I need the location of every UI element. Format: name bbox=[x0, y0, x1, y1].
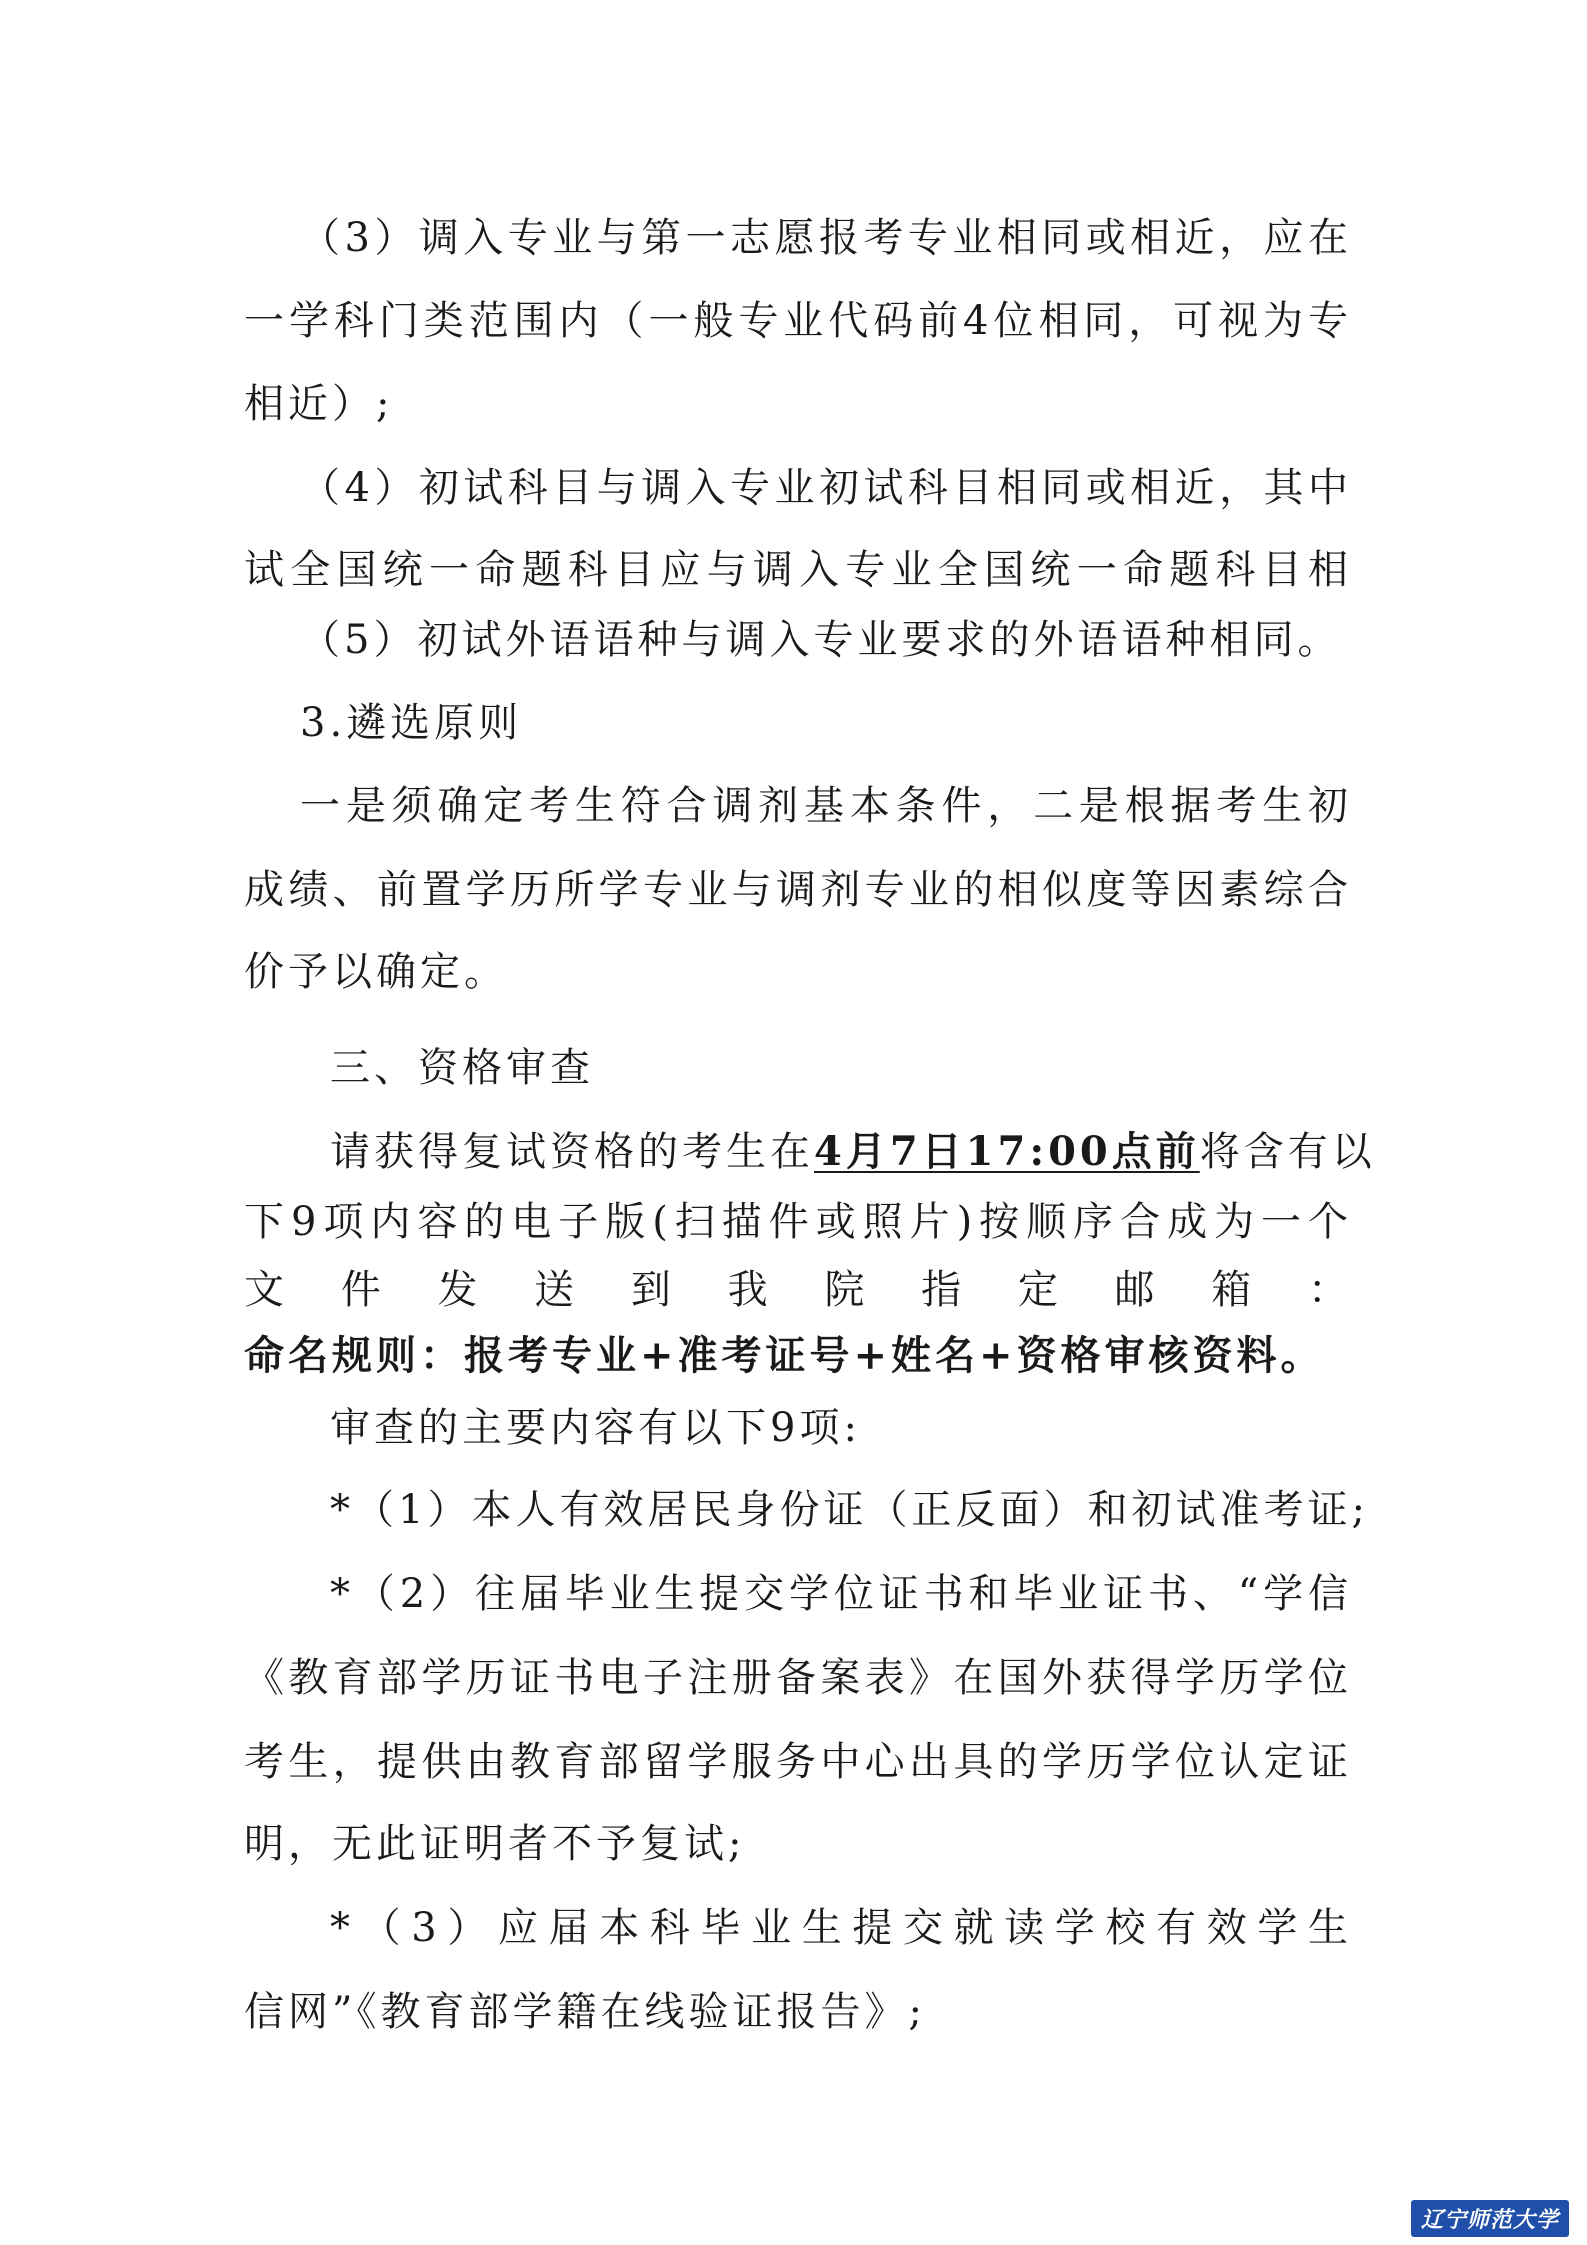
paragraph-line: （5）初试外语语种与调入专业要求的外语语种相同。 bbox=[300, 617, 1342, 663]
paragraph-line: 相近）; bbox=[244, 381, 394, 427]
list-item: *（1）本人有效居民身份证（正反面）和初试准考证; bbox=[330, 1487, 1369, 1533]
paragraph-line bbox=[330, 1124, 1376, 1180]
paragraph-line: 价予以确定。 bbox=[244, 949, 508, 995]
text-span: 将含有以 bbox=[1199, 1129, 1376, 1175]
naming-rule-line: 命名规则：报考专业+准考证号+姓名+资格审核资料。 bbox=[244, 1332, 1325, 1379]
section-heading: 三、资格审查 bbox=[330, 1045, 594, 1091]
list-item: *（2）往届毕业生提交学位证书和毕业证书、“学信 bbox=[330, 1571, 1352, 1617]
paragraph-line: 成绩、前置学历所学专业与调剂专业的相似度等因素综合 bbox=[244, 867, 1352, 913]
deadline-highlight: 4月7日17:00点前 bbox=[814, 1128, 1200, 1175]
paragraph-line: （4）初试科目与调入专业初试科目相同或相近，其中 bbox=[300, 465, 1352, 511]
email-line: 文件发送到我院指定邮箱： bbox=[244, 1267, 1352, 1313]
text-span: 请获得复试资格的考生在 bbox=[330, 1129, 814, 1175]
section-subheading: 3.遴选原则 bbox=[300, 700, 523, 746]
paragraph-line: 一是须确定考生符合调剂基本条件，二是根据考生初 bbox=[300, 783, 1352, 829]
paragraph-line: 审查的主要内容有以下9项: bbox=[330, 1405, 861, 1451]
paragraph-line: 试全国统一命题科目应与调入专业全国统一命题科目相 bbox=[244, 547, 1352, 593]
paragraph-line: 《教育部学历证书电子注册备案表》在国外获得学历学位 bbox=[244, 1655, 1352, 1701]
paragraph-line: （3）调入专业与第一志愿报考专业相同或相近，应在 bbox=[300, 215, 1352, 261]
paragraph-line: 一学科门类范围内（一般专业代码前4位相同，可视为专 bbox=[244, 298, 1352, 344]
paragraph-line: 信网”《教育部学籍在线验证报告》; bbox=[244, 1989, 926, 2035]
paragraph-line: 考生，提供由教育部留学服务中心出具的学历学位认定证 bbox=[244, 1739, 1352, 1785]
university-watermark: 辽宁师范大学 bbox=[1411, 2200, 1569, 2237]
list-item: *（3）应届本科毕业生提交就读学校有效学生 bbox=[330, 1905, 1352, 1951]
paragraph-line: 下9项内容的电子版(扫描件或照片)按顺序合成为一个 bbox=[244, 1199, 1352, 1245]
paragraph-line: 明，无此证明者不予复试; bbox=[244, 1821, 746, 1867]
